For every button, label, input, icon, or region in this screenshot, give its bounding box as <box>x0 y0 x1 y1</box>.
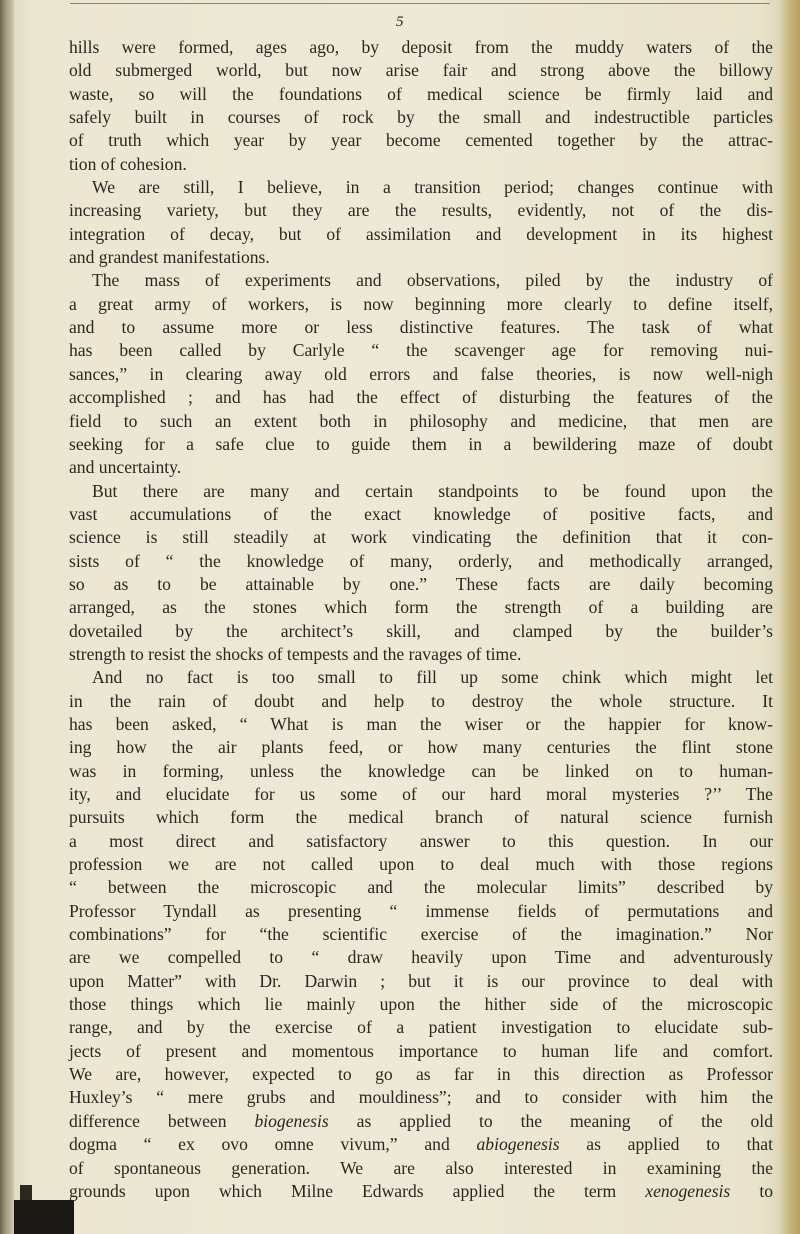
page-binding-edge <box>0 0 14 1234</box>
text-line: are we compelled to “ draw heavily upon Time and adventurously <box>69 947 773 968</box>
text-line: grounds upon which Milne Edwards applied the term xenogenesis to <box>69 1180 774 1201</box>
text-line: those things which lie mainly upon the hither side of the microscopic <box>69 994 773 1015</box>
text-line: hills were formed, ages ago, by deposit from the muddy waters of the <box>69 37 773 57</box>
text-line: “ between the microscopic and the molecular limits” described by <box>69 877 773 898</box>
text-line: accomplished ; and has had the effect of disturbing the features of the <box>69 387 773 408</box>
text-line: of truth which year by year become cemented together by the attrac- <box>69 130 773 151</box>
text-line: old submerged world, but now arise fair and strong above the billowy <box>69 60 773 81</box>
text-line: combinations” for “the scientific exercise of the imagination.” Nor <box>69 924 773 945</box>
text-line: sists of “ the knowledge of many, orderly, and methodically arranged, <box>69 550 773 571</box>
italic-term: xenogenesis <box>645 1180 731 1201</box>
italic-term: biogenesis <box>254 1110 329 1131</box>
text-line: field to such an extent both in philosophy and medicine, that men are <box>69 410 773 431</box>
top-rule <box>70 3 770 4</box>
text-line: vast accumulations of the exact knowledge of positive facts, and <box>69 503 773 524</box>
bottom-scan-mark <box>14 1200 74 1234</box>
body-text <box>69 36 773 1203</box>
text-line: We are still, I believe, in a transition period; changes continue with <box>92 177 773 198</box>
text-line: Huxley’s “ mere grubs and mouldiness”; and to consider with him the <box>69 1087 773 1108</box>
text-line: science is still steadily at work vindicating the definition that it con- <box>69 527 773 548</box>
text-line: And no fact is too small to fill up some chink which might let <box>92 667 773 688</box>
text-line: But there are many and certain standpoints to be found upon the <box>92 480 773 501</box>
text-line: a great army of workers, is now beginning more clearly to define itself, <box>69 293 773 314</box>
text-line: The mass of experiments and observations, piled by the industry of <box>92 270 773 291</box>
text-line: profession we are not called upon to deal much with those regions <box>69 854 773 875</box>
text-line: upon Matter” with Dr. Darwin ; but it is our province to deal with <box>69 970 773 991</box>
text-line: integration of decay, but of assimilation and development in its highest <box>69 223 773 244</box>
text-line: and uncertainty. <box>69 457 182 478</box>
text-line: a most direct and satisfactory answer to this question. In our <box>69 830 773 851</box>
text-line: sances,” in clearing away old errors and false theories, is now well-nigh <box>69 363 773 384</box>
text-line: in the rain of doubt and help to destroy the whole structure. It <box>69 690 773 711</box>
text-line: arranged, as the stones which form the strength of a building are <box>69 597 773 618</box>
text-line: and to assume more or less distinctive features. The task of what <box>69 317 773 338</box>
text-line: pursuits which form the medical branch of natural science furnish <box>69 807 773 828</box>
text-line: has been called by Carlyle “ the scavenger age for removing nui- <box>69 340 773 361</box>
text-line: tion of cohesion. <box>69 153 187 174</box>
text-line: strength to resist the shocks of tempests and the ravages of time. <box>69 643 522 664</box>
text-line: Professor Tyndall as presenting “ immense fields of permutations and <box>69 900 773 921</box>
text-line: so as to be attainable by one.” These facts are daily becoming <box>69 573 773 594</box>
text-line: waste, so will the foundations of medical science be firmly laid and <box>69 83 773 104</box>
text-line: increasing variety, but they are the results, evidently, not of the dis- <box>69 200 773 221</box>
text-line: ity, and elucidate for us some of our hard moral mysteries ?’’ The <box>69 784 773 804</box>
text-line: seeking for a safe clue to guide them in a bewildering maze of doubt <box>69 433 773 454</box>
text-line: safely built in courses of rock by the small and indestructible particles <box>69 107 773 128</box>
text-line: We are, however, expected to go as far in this direction as Professor <box>69 1064 773 1085</box>
text-line: was in forming, unless the knowledge can be linked on to human- <box>69 760 773 781</box>
text-line: has been asked, “ What is man the wiser or the happier for know- <box>69 713 773 734</box>
text-line: and grandest manifestations. <box>69 247 270 268</box>
text-line: of spontaneous generation. We are also interested in examining the <box>69 1157 773 1178</box>
italic-term: abiogenesis <box>476 1134 560 1155</box>
text-line: dogma “ ex ovo omne vivum,” and abiogenesis as applied to that <box>69 1134 773 1155</box>
page-stained-edge <box>778 0 800 1234</box>
text-line: dovetailed by the architect’s skill, and clamped by the builder’s <box>69 620 773 641</box>
text-line: jects of present and momentous importance to human life and comfort. <box>69 1040 773 1061</box>
text-line: difference between biogenesis as applied to the meaning of the old <box>69 1110 773 1131</box>
page-number: 5 <box>396 14 404 30</box>
text-line: range, and by the exercise of a patient investigation to elucidate sub- <box>69 1017 773 1038</box>
text-line: ing how the air plants feed, or how many centuries the flint stone <box>69 737 773 758</box>
